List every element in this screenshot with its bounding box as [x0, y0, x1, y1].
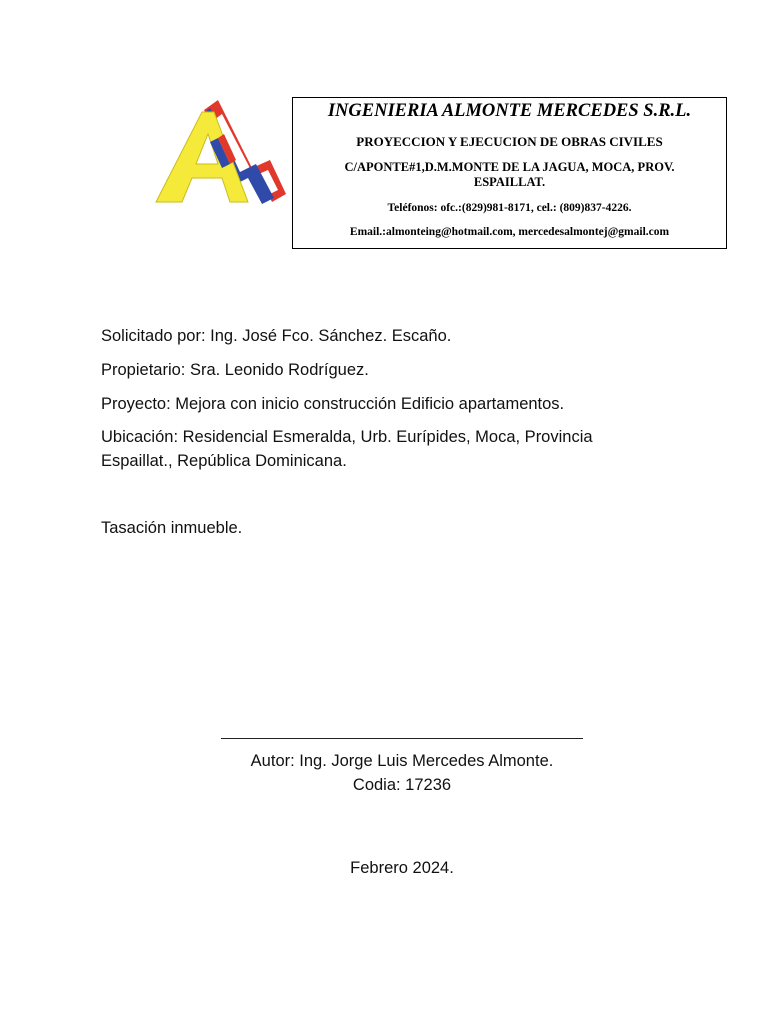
- document-type: Tasación inmueble.: [101, 519, 243, 537]
- address-line-2: ESPAILLAT.: [473, 175, 546, 189]
- project: Proyecto: Mejora con inicio construcción Edificio apartamentos.: [101, 395, 565, 413]
- document-date: Febrero 2024.: [350, 859, 454, 877]
- author: Autor: Ing. Jorge Luis Mercedes Almonte.: [250, 752, 554, 770]
- owner: Propietario: Sra. Leonido Rodríguez.: [101, 361, 369, 379]
- location-line-1: Ubicación: Residencial Esmeralda, Urb. Eurípides, Moca, Provincia: [101, 428, 593, 446]
- company-tagline: PROYECCION Y EJECUCION DE OBRAS CIVILES: [356, 134, 663, 149]
- company-address: [293, 160, 726, 190]
- address-line-1: C/APONTE#1,D.M.MONTE DE LA JAGUA, MOCA, PROV.: [344, 160, 675, 174]
- codia-number: Codia: 17236: [352, 776, 452, 794]
- company-name: INGENIERIA ALMONTE MERCEDES S.R.L.: [327, 101, 692, 121]
- location-line-2: Espaillat., República Dominicana.: [101, 452, 347, 470]
- requested-by: Solicitado por: Ing. José Fco. Sánchez. Escaño.: [101, 327, 452, 345]
- company-phones: Teléfonos: ofc.:(829)981-8171, cel.: (809)837-4226.: [387, 202, 632, 214]
- signature-line: [221, 738, 583, 739]
- company-logo: [152, 98, 288, 210]
- company-email: Email.:almonteing@hotmail.com, mercedesalmontej@gmail.com: [349, 226, 670, 238]
- company-header: [292, 97, 727, 249]
